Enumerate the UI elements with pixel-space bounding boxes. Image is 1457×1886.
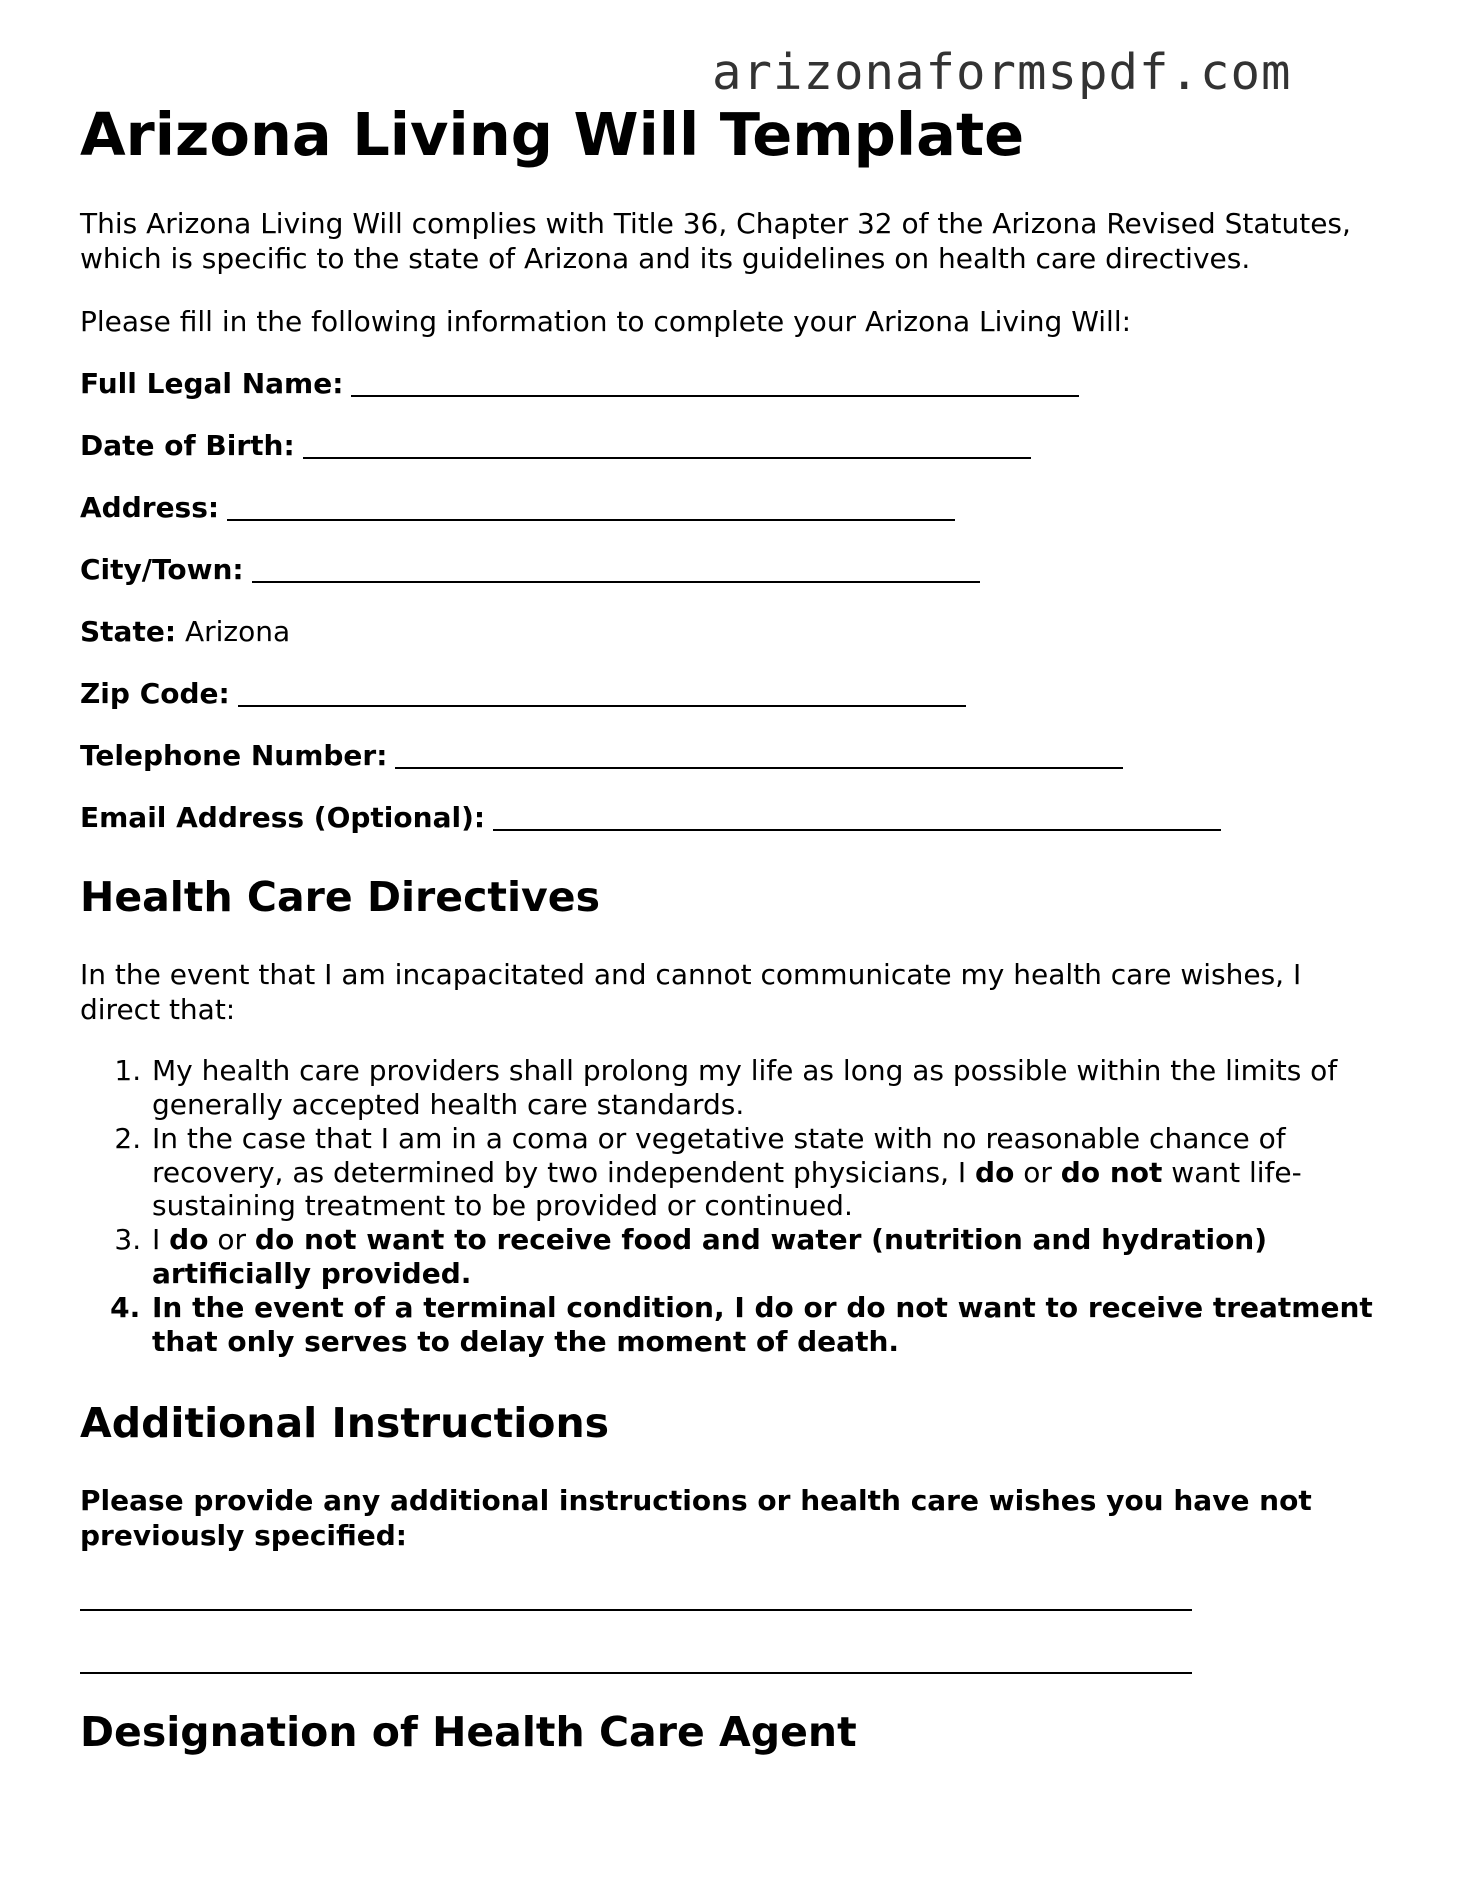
directives-list <box>80 1054 1390 1359</box>
full-name-blank[interactable] <box>351 393 1079 397</box>
dob-label: Date of Birth: <box>80 428 295 462</box>
directive-item-1 <box>150 1054 1390 1122</box>
fill-prompt: Please fill in the following information to complete your Arizona Living Will: <box>80 304 1132 338</box>
directives-intro: In the event that I am incapacitated and cannot communicate my health care wishes, I direct that: <box>80 957 1302 1026</box>
address-label: Address: <box>80 490 220 524</box>
state-field <box>80 614 1390 649</box>
directive-item-2 <box>150 1122 1390 1224</box>
page-title: Arizona Living Will Template <box>80 100 1025 169</box>
phone-blank[interactable] <box>395 765 1123 769</box>
agent-heading: Designation of Health Care Agent <box>80 1708 857 1757</box>
phone-label: Telephone Number: <box>80 738 388 772</box>
address-blank[interactable] <box>227 517 955 521</box>
directives-heading: Health Care Directives <box>80 872 600 921</box>
additional-prompt: Please provide any additional instructions or health care wishes you have not previously specified: <box>80 1484 1312 1553</box>
zip-blank[interactable] <box>238 703 966 707</box>
dob-blank[interactable] <box>303 455 1031 459</box>
zip-field <box>80 676 1390 711</box>
zip-label: Zip Code: <box>80 676 230 710</box>
state-value: Arizona <box>184 614 291 648</box>
city-label: City/Town: <box>80 552 244 586</box>
directive-item-4 <box>150 1291 1390 1359</box>
directive-4-text: In the event of a terminal condition, I do or do not want to receive treatment that only serves to delay the moment of death. <box>152 1291 1373 1358</box>
full-name-field <box>80 366 1390 401</box>
document-page <box>80 100 1390 1757</box>
city-field <box>80 552 1390 587</box>
intro-paragraph: This Arizona Living Will complies with Title 36, Chapter 32 of the Arizona Revised Statutes, which is specific to the state of Arizona and its guidelines on health care directives. <box>80 206 1351 275</box>
city-blank[interactable] <box>252 579 980 583</box>
directive-3-text-b: do not want to receive food and water (nutrition and hydration) artificially provided. <box>152 1223 1268 1291</box>
directive-3-do: do <box>169 1223 209 1257</box>
phone-field <box>80 738 1390 773</box>
directive-3-text-a: I <box>152 1223 161 1257</box>
dob-field <box>80 428 1390 463</box>
email-blank[interactable] <box>493 827 1221 831</box>
directive-2-text-a: In the case that I am in a coma or vegetative state with no reasonable chance of recovery, as determined by two independent physicians, I <box>152 1121 1286 1189</box>
address-field <box>80 490 1390 525</box>
directive-2-do-not: do not <box>1060 1155 1163 1189</box>
directive-item-3 <box>150 1223 1390 1291</box>
full-name-label: Full Legal Name: <box>80 366 344 400</box>
additional-blank-line-2[interactable] <box>80 1672 1192 1674</box>
additional-heading: Additional Instructions <box>80 1398 610 1447</box>
directive-2-or: or <box>1023 1155 1052 1189</box>
directive-1-text: My health care providers shall prolong my life as long as possible within the limits of generally accepted health care standards. <box>152 1053 1338 1121</box>
directive-2-do: do <box>975 1155 1015 1189</box>
directive-2-text-b: want life-sustaining treatment to be provided or continued. <box>152 1155 1302 1223</box>
directive-3-or: or <box>217 1223 247 1257</box>
additional-blank-line-1[interactable] <box>80 1609 1192 1611</box>
watermark-text: arizonaformspdf.com <box>712 44 1292 101</box>
email-label: Email Address (Optional): <box>80 800 486 834</box>
email-field <box>80 800 1390 835</box>
state-label: State: <box>80 614 177 648</box>
